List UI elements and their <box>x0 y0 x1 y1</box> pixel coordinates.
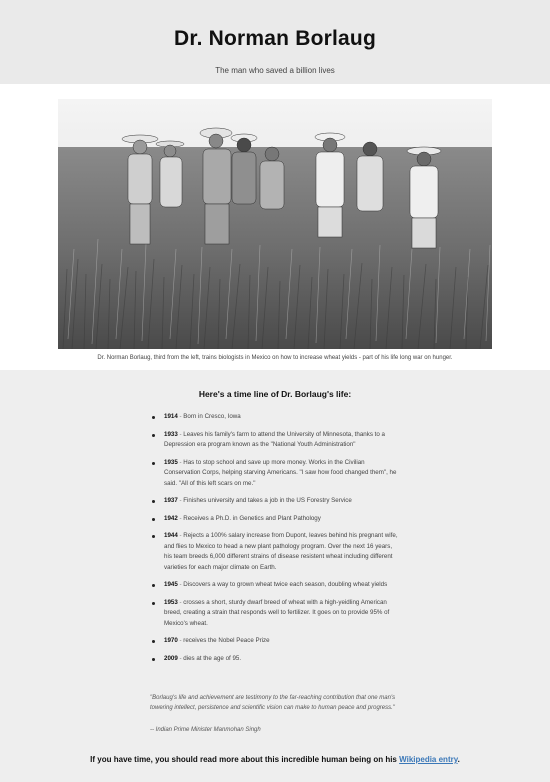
timeline-year: 1914 <box>164 413 178 420</box>
timeline-text: Has to stop school and save up more money. Works in the Civilian Conservation Corps, helping starving Americans. "I saw how food changed them", he said. "All of this left scars on me." <box>164 458 397 487</box>
timeline-text: crosses a short, sturdy dwarf breed of wheat with a high-yeidling American breed, creating a strain that responds well to fertilizer. It goes on to provide 95% of Mexico's wheat. <box>164 598 390 627</box>
timeline-separator: - <box>177 497 184 504</box>
timeline-year: 1935 <box>164 458 178 466</box>
timeline-separator: - <box>177 532 184 539</box>
photo-section <box>0 84 550 370</box>
timeline-year: 1945 <box>164 581 178 588</box>
timeline-separator: - <box>177 654 184 662</box>
timeline-separator: - <box>177 637 184 644</box>
timeline-item <box>150 496 400 507</box>
timeline-item <box>150 598 400 630</box>
borlaug-field-photo <box>58 99 492 349</box>
timeline-item <box>150 580 400 591</box>
timeline-text: Receives a Ph.D. in Genetics and Plant Pathology <box>183 514 321 522</box>
timeline-item <box>150 654 400 665</box>
timeline-year: 1933 <box>164 430 178 438</box>
page-header <box>0 0 550 84</box>
timeline-item <box>150 458 400 490</box>
timeline-year: 1953 <box>164 598 178 606</box>
timeline-item <box>150 531 400 573</box>
timeline-text: dies at the age of 95. <box>183 654 242 662</box>
quote-author: -- Indian Prime Minister Manmohan Singh <box>150 727 261 733</box>
timeline-text: Rejects a 100% salary increase from Dupont, leaves behind his pregnant wife, and flies to Mexico to head a new plant pathology program. Over the next 16 years, his team breeds 6,000 different strains of disease resistent wheat including different varieties for each major climate on Earth. <box>164 532 398 571</box>
timeline-separator: - <box>177 413 184 420</box>
page-subtitle: The man who saved a billion lives <box>215 66 335 75</box>
timeline-text: Leaves his family's farm to attend the University of Minnesota, thanks to a Depression era program known as the "National Youth Administration" <box>164 430 385 448</box>
page-title: Dr. Norman Borlaug <box>174 27 376 50</box>
photo-caption: Dr. Norman Borlaug, third from the left, trains biologists in Mexico on how to increase wheat yields - part of his life long war on hunger. <box>97 355 453 361</box>
timeline-separator: - <box>177 430 184 438</box>
timeline-separator: - <box>177 458 184 466</box>
quote-text: "Borlaug's life and achievement are testimony to the far-reaching contribution that one man's towering intellect, persistence and scientific vision can make to human peace and progress." <box>150 695 396 711</box>
wikipedia-link[interactable]: Wikipedia entry <box>399 755 458 764</box>
timeline-separator: - <box>177 581 184 588</box>
timeline-year: 1944 <box>164 532 178 539</box>
timeline-year: 1942 <box>164 514 178 522</box>
timeline-list <box>150 412 400 671</box>
timeline-separator: - <box>177 514 184 522</box>
timeline-year: 1970 <box>164 637 178 644</box>
timeline-year: 2009 <box>164 654 178 662</box>
timeline-text: Discovers a way to grown wheat twice each season, doubling wheat yields <box>183 581 388 588</box>
timeline-heading: Here's a time line of Dr. Borlaug's life: <box>198 389 352 399</box>
timeline-separator: - <box>177 598 184 606</box>
timeline-item <box>150 412 400 423</box>
timeline-text: Born in Cresco, Iowa <box>183 413 241 420</box>
timeline-text: Finishes university and takes a job in the US Forestry Service <box>183 497 352 504</box>
timeline-text: receives the Nobel Peace Prize <box>183 637 270 644</box>
timeline-item <box>150 636 400 647</box>
timeline-year: 1937 <box>164 497 178 504</box>
footer-text: If you have time, you should read more about this incredible human being on his <box>90 755 400 764</box>
footer-line <box>0 755 550 764</box>
footer-trailing: . <box>457 755 460 764</box>
timeline-item <box>150 430 400 451</box>
timeline-item <box>150 514 400 525</box>
wheat-field-photo-illustration <box>58 99 492 349</box>
